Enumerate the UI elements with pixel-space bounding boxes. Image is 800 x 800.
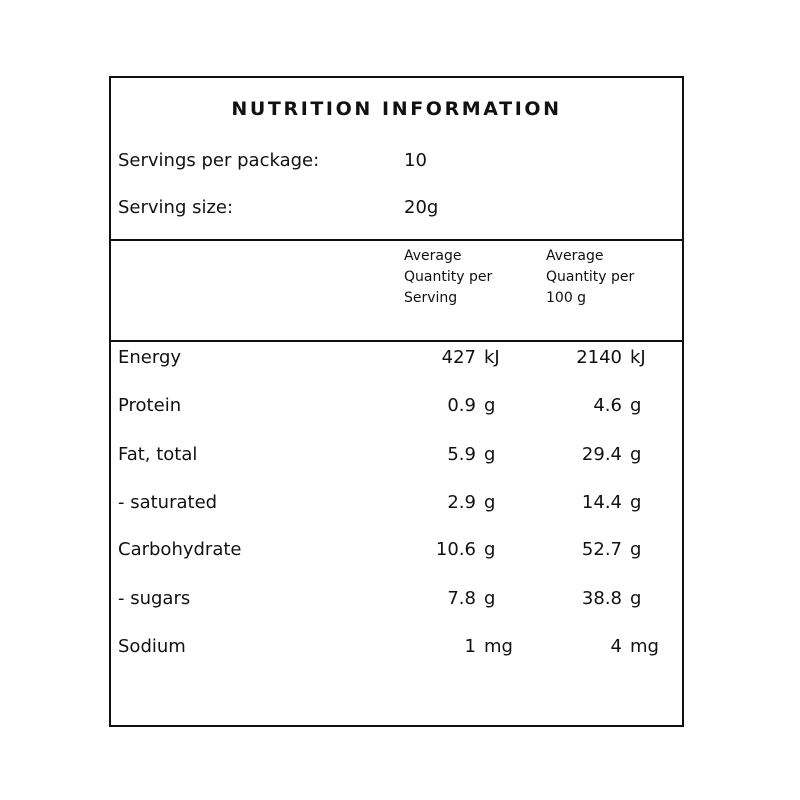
per-serving-unit: g xyxy=(484,395,496,416)
nutrient-name: Fat, total xyxy=(118,444,198,465)
nutrient-row-sugars xyxy=(111,588,682,616)
nutrient-row-energy xyxy=(111,347,682,375)
nutrient-name: Carbohydrate xyxy=(118,539,242,560)
per-serving-value: 10.6 xyxy=(435,539,476,560)
per-serving-value: 1 xyxy=(464,636,476,657)
per-100g-value: 14.4 xyxy=(581,492,622,513)
nutrient-name: Energy xyxy=(118,347,182,368)
per-100g-unit: g xyxy=(630,492,642,513)
per-serving-unit: kJ xyxy=(484,347,500,368)
serving-size-value: 20g xyxy=(404,197,439,218)
per-serving-unit: g xyxy=(484,539,496,560)
per-serving-value: 427 xyxy=(441,347,476,368)
per-100g-unit: g xyxy=(630,444,642,465)
per-100g-unit: mg xyxy=(630,636,659,657)
per-serving-value: 0.9 xyxy=(447,395,476,416)
per-100g-unit: g xyxy=(630,539,642,560)
nutrient-row-saturated xyxy=(111,492,682,520)
per-serving-unit: g xyxy=(484,588,496,609)
column-header-line: Serving xyxy=(404,290,458,306)
per-100g-value: 4.6 xyxy=(593,395,622,416)
header-divider xyxy=(111,340,682,342)
nutrient-row-sodium xyxy=(111,636,682,664)
nutrient-name: - saturated xyxy=(118,492,218,513)
column-header-per-serving xyxy=(404,246,534,309)
panel-title: NUTRITION INFORMATION xyxy=(231,98,562,120)
column-header-line: Quantity per xyxy=(404,269,493,285)
per-100g-value: 2140 xyxy=(576,347,622,368)
per-100g-unit: g xyxy=(630,588,642,609)
column-header-per-100g xyxy=(546,246,676,309)
top-divider xyxy=(111,239,682,241)
nutrient-row-protein xyxy=(111,395,682,423)
nutrition-panel xyxy=(109,76,684,727)
nutrient-name: - sugars xyxy=(118,588,191,609)
nutrient-row-carbohydrate xyxy=(111,539,682,567)
per-100g-value: 38.8 xyxy=(581,588,622,609)
column-header-line: 100 g xyxy=(546,290,587,306)
per-100g-value: 4 xyxy=(610,636,622,657)
per-serving-value: 5.9 xyxy=(447,444,476,465)
servings-per-package-value: 10 xyxy=(404,150,427,171)
per-serving-unit: g xyxy=(484,444,496,465)
servings-per-package-label: Servings per package: xyxy=(118,150,320,171)
nutrient-name: Sodium xyxy=(118,636,186,657)
column-header-line: Average xyxy=(404,248,462,264)
per-serving-unit: g xyxy=(484,492,496,513)
per-100g-value: 29.4 xyxy=(581,444,622,465)
per-serving-unit: mg xyxy=(484,636,513,657)
serving-size-label: Serving size: xyxy=(118,197,234,218)
per-100g-value: 52.7 xyxy=(581,539,622,560)
per-serving-value: 2.9 xyxy=(447,492,476,513)
column-header-line: Quantity per xyxy=(546,269,635,285)
per-serving-value: 7.8 xyxy=(447,588,476,609)
per-100g-unit: g xyxy=(630,395,642,416)
column-header-line: Average xyxy=(546,248,604,264)
per-100g-unit: kJ xyxy=(630,347,646,368)
nutrient-row-fat-total xyxy=(111,444,682,472)
nutrient-name: Protein xyxy=(118,395,182,416)
